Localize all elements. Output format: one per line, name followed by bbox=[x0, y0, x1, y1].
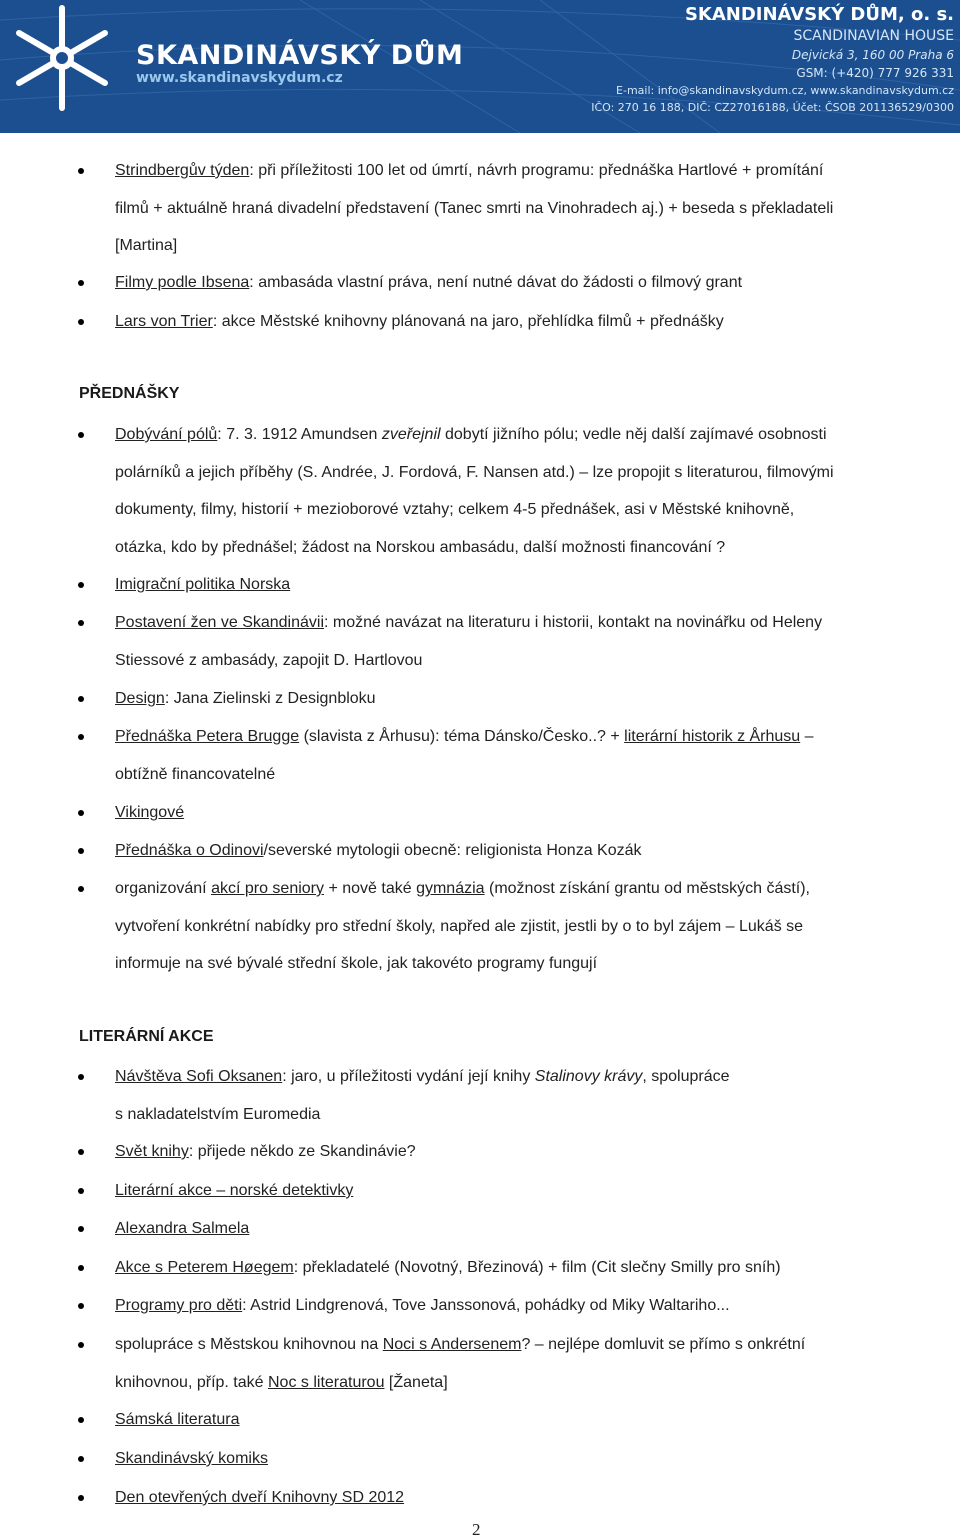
bullet bbox=[78, 810, 84, 816]
list-item bbox=[115, 1479, 925, 1517]
link-strindberg[interactable]: Strindbergův týden bbox=[115, 162, 250, 179]
bullet bbox=[78, 168, 84, 174]
bullet bbox=[78, 1456, 84, 1462]
email-line: E-mail: info@skandinavskydum.cz, www.skandinavskydum.cz bbox=[616, 84, 954, 97]
link-detektivky[interactable]: Literární akce – norské detektivky bbox=[115, 1182, 354, 1199]
list-item: Dobývání pólů: 7. 3. 1912 Amundsen zveřejnil dobytí jižního pólu; vedle něj další zajímavé osobnosti polárníků a jejich příběhy (S. Andrée, J. Fordová, F. Nansen atd.) – lze propojit s literaturou, filmovými dokumenty, filmy, historií + mezioborové vztahy; celkem 4-5 přednášek, asi v Městské knihovně, otázka, kdo by přednášel; žádost na Norskou ambasádu, další možnosti financování ? bbox=[115, 416, 925, 566]
link-oksanen[interactable]: Návštěva Sofi Oksanen bbox=[115, 1068, 283, 1085]
link-gymnazia[interactable]: gymnázia bbox=[416, 880, 485, 897]
bullet bbox=[78, 1303, 84, 1309]
link-den-otevrenych-dveri[interactable]: Den otevřených dveří Knihovny SD 2012 bbox=[115, 1489, 405, 1506]
bullet bbox=[78, 432, 84, 438]
link-poly[interactable]: Dobývání pólů bbox=[115, 426, 218, 443]
list-item: Návštěva Sofi Oksanen: jaro, u příležitosti vydání její knihy Stalinovy krávy, spolupráce s nakladatelstvím Euromedia bbox=[115, 1058, 925, 1133]
bullet bbox=[78, 1074, 84, 1080]
list-item: Lars von Trier: akce Městské knihovny plánovaná na jaro, přehlídka filmů + přednášky bbox=[115, 303, 925, 341]
logo-snowflake-icon bbox=[19, 8, 105, 108]
list-item: Programy pro děti: Astrid Lindgrenová, Tove Janssonová, pohádky od Miky Waltariho... bbox=[115, 1287, 925, 1325]
link-seniori[interactable]: akcí pro seniory bbox=[211, 880, 324, 897]
list-item: organizování akcí pro seniory + nově také gymnázia (možnost získání grantu od městských částí), vytvoření konkrétní nabídky pro střední školy, napřed ale zjistit, jestli by o to byl zájem – Lukáš se informuje na své bývalé střední škole, jak takovéto programy fungují bbox=[115, 870, 925, 983]
ids-line: IČO: 270 16 188, DIČ: CZ27016188, Účet: ČSOB 201136529/0300 bbox=[591, 101, 954, 114]
link-vikingove[interactable]: Vikingové bbox=[115, 804, 185, 821]
page-number: 2 bbox=[472, 1520, 481, 1539]
section-heading: LITERÁRNÍ AKCE bbox=[79, 1028, 214, 1045]
link-samska[interactable]: Sámská literatura bbox=[115, 1411, 240, 1428]
bullet bbox=[78, 886, 84, 892]
link-svet-knihy[interactable]: Svět knihy bbox=[115, 1143, 189, 1160]
list-item: Přednáška Petera Brugge (slavista z Århusu): téma Dánsko/Česko..? + literární historik z Århusu – obtížně financovatelné bbox=[115, 718, 925, 793]
bullet bbox=[78, 319, 84, 325]
link-imigrace[interactable]: Imigrační politika Norska bbox=[115, 576, 291, 593]
bullet bbox=[78, 1149, 84, 1155]
bullet bbox=[78, 1265, 84, 1271]
list-item bbox=[115, 1172, 925, 1210]
list-item bbox=[115, 1210, 925, 1248]
list-item: Přednáška o Odinovi/severské mytologii obecně: religionista Honza Kozák bbox=[115, 832, 925, 870]
link-zeny[interactable]: Postavení žen ve Skandinávii bbox=[115, 614, 325, 631]
org-name: SKANDINÁVSKÝ DŮM, o. s. bbox=[684, 4, 954, 25]
link-noc-literatura[interactable]: Noc s literaturou bbox=[267, 1373, 385, 1391]
bullet bbox=[78, 1495, 84, 1501]
bullet bbox=[78, 848, 84, 854]
list-item: Akce s Peterem Høegem: překladatelé (Novotný, Březinová) + film (Cit slečny Smilly pro sníh) bbox=[115, 1249, 925, 1287]
list-item bbox=[115, 566, 925, 604]
bullet bbox=[78, 620, 84, 626]
link-andersen[interactable]: Noci s Andersenem bbox=[382, 1336, 522, 1353]
link-hoeg[interactable]: Akce s Peterem Høegem bbox=[115, 1259, 294, 1276]
logo-url: www.skandinavskydum.cz bbox=[136, 70, 343, 86]
list-item bbox=[115, 794, 925, 832]
address: Dejvická 3, 160 00 Praha 6 bbox=[791, 48, 954, 62]
list-item: Design: Jana Zielinski z Designbloku bbox=[115, 680, 925, 718]
link-ibsen[interactable]: Filmy podle Ibsena bbox=[115, 274, 250, 291]
link-historik[interactable]: literární historik z Århusu bbox=[624, 728, 801, 745]
list-item: Postavení žen ve Skandinávii: možné navázat na literaturu i historii, kontakt na novinářku od Heleny Stiessové z ambasády, zapojit D. Hartlovou bbox=[115, 604, 925, 679]
bullet bbox=[78, 696, 84, 702]
link-trier[interactable]: Lars von Trier bbox=[115, 313, 213, 330]
list-item: Svět knihy: přijede někdo ze Skandinávie? bbox=[115, 1133, 925, 1171]
letterhead bbox=[0, 0, 960, 133]
bullet bbox=[78, 582, 84, 588]
link-brugge[interactable]: Přednáška Petera Brugge bbox=[115, 728, 300, 745]
bullet bbox=[78, 1342, 84, 1348]
list-item: Filmy podle Ibsena: ambasáda vlastní práva, není nutné dávat do žádosti o filmový grant bbox=[115, 264, 925, 302]
link-komiks[interactable]: Skandinávský komiks bbox=[115, 1450, 268, 1467]
phone: GSM: (+420) 777 926 331 bbox=[796, 66, 954, 80]
bullet bbox=[78, 1226, 84, 1232]
list-item bbox=[115, 1440, 925, 1478]
logo-name: SKANDINÁVSKÝ DŮM bbox=[136, 40, 464, 71]
list-item: Strindbergův týden: při příležitosti 100 let od úmrtí, návrh programu: přednáška Hartlové + promítání filmů + aktuálně hraná divadelní představení (Tanec smrti na Vinohradech aj.) + beseda s překladateli [Martina] bbox=[115, 152, 925, 265]
bullet bbox=[78, 1417, 84, 1423]
list-item bbox=[115, 1401, 925, 1439]
org-name-en: SCANDINAVIAN HOUSE bbox=[793, 28, 954, 44]
list-item: spolupráce s Městskou knihovnou na Noci s Andersenem? – nejlépe domluvit se přímo s onkrétní knihovnou, příp. také Noc s literaturou [Žaneta] bbox=[115, 1326, 925, 1401]
contact-block bbox=[591, 4, 954, 116]
link-odin[interactable]: Přednáška o Odinovi bbox=[115, 842, 264, 859]
bullet bbox=[78, 1188, 84, 1194]
bullet bbox=[78, 280, 84, 286]
link-deti[interactable]: Programy pro děti bbox=[115, 1297, 243, 1314]
section-heading: PŘEDNÁŠKY bbox=[79, 385, 180, 402]
link-design[interactable]: Design bbox=[115, 690, 165, 707]
bullet bbox=[78, 734, 84, 740]
link-salmela[interactable]: Alexandra Salmela bbox=[115, 1220, 250, 1237]
